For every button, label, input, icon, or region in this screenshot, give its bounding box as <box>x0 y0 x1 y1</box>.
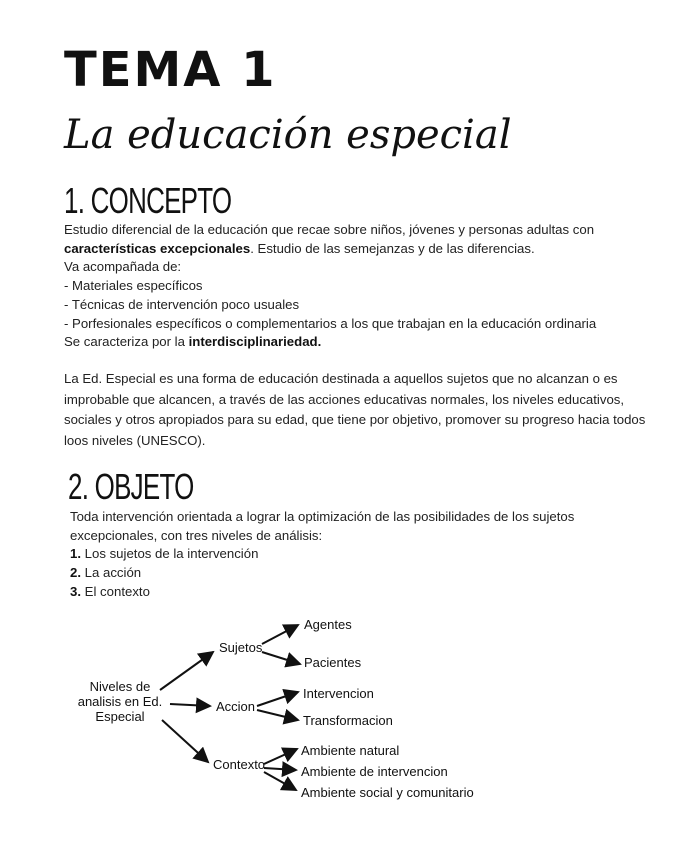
concepto-intro-line1: Estudio diferencial de la educación que recae sobre niños, jóvenes y personas adultas con <box>64 222 595 237</box>
objeto-intro-line: Toda intervención orientada a lograr la optimización de las posibilidades de los sujetos <box>70 509 575 524</box>
arrow-root-contexto <box>162 720 208 762</box>
list-item: - Técnicas de intervención poco usuales <box>64 296 300 312</box>
branch-contexto: Contexto <box>213 757 266 772</box>
list-item: - Materiales específicos <box>64 278 203 294</box>
bold-interdisciplinariedad: interdisciplinariedad. <box>188 334 322 350</box>
concepto-intro-line2 <box>64 240 664 259</box>
arrow-accion-transformacion <box>257 710 298 720</box>
arrow-accion-intervencion <box>257 692 298 706</box>
leaf-ambiente-natural: Ambiente natural <box>301 743 400 758</box>
definition-line: improbable que alcancen, a través de las acciones educativas normales, los niveles educativos, <box>64 391 625 407</box>
level-number: 1. <box>70 546 81 562</box>
level-text: La acción <box>81 565 142 581</box>
arrow-sujetos-pacientes <box>262 652 300 664</box>
leaf-ambiente-social: Ambiente social y comunitario <box>301 785 474 800</box>
concepto-body <box>64 221 664 352</box>
topic-subtitle: La educación especial <box>64 112 512 158</box>
root-node-line: Niveles de <box>89 679 151 694</box>
level-text: El contexto <box>81 583 150 599</box>
accompanied-label: Va acompañada de: <box>64 259 182 275</box>
leaf-transformacion: Transformacion <box>303 713 393 728</box>
concepto-intro-rest: . Estudio de las semejanzas y de las diferencias. <box>250 240 535 256</box>
definition-paragraph <box>64 369 644 451</box>
definition-line: sociales y otros apropiados para su edad, que tiene por objetivo, promover su progreso hacia todos <box>64 412 646 427</box>
leaf-intervencion: Intervencion <box>303 686 374 701</box>
arrow-contexto-natural <box>264 749 297 764</box>
level-item <box>70 583 610 602</box>
level-item <box>70 545 610 564</box>
characterized-line <box>64 333 664 352</box>
root-node-line: analisis en Ed. <box>77 694 163 709</box>
section-title-objeto: 2. OBJETO <box>68 466 194 507</box>
arrow-root-accion <box>170 704 210 706</box>
level-text: Los sujetos de la intervención <box>81 546 259 562</box>
arrow-contexto-intervencion <box>264 768 296 770</box>
level-number: 3. <box>70 583 81 599</box>
objeto-body <box>70 508 610 602</box>
list-item: - Porfesionales específicos o complementarios a los que trabajan en la educación ordinaria <box>64 315 597 331</box>
definition-line: La Ed. Especial es una forma de educación destinada a aquellos sujetos que no alcanzan o es <box>64 371 618 386</box>
leaf-ambiente-intervencion: Ambiente de intervencion <box>301 764 448 779</box>
definition-line: loos niveles (UNESCO). <box>64 432 206 448</box>
root-node-line: Especial <box>95 709 145 724</box>
section-title-concepto: 1. CONCEPTO <box>64 180 232 221</box>
analysis-levels-diagram <box>0 600 697 820</box>
characterized-prefix: Se caracteriza por la <box>64 334 189 350</box>
topic-heading: TEMA 1 <box>64 42 277 98</box>
bold-caracteristicas: características excepcionales <box>64 240 251 256</box>
branch-sujetos: Sujetos <box>219 640 263 655</box>
leaf-pacientes: Pacientes <box>304 655 362 670</box>
objeto-intro-line: excepcionales, con tres niveles de análisis: <box>70 527 323 543</box>
branch-accion: Accion <box>216 699 256 714</box>
level-number: 2. <box>70 565 81 581</box>
level-item <box>70 564 610 583</box>
arrow-contexto-social <box>264 772 296 790</box>
leaf-agentes: Agentes <box>304 617 352 632</box>
arrow-root-sujetos <box>160 652 213 690</box>
arrow-sujetos-agentes <box>262 625 298 644</box>
